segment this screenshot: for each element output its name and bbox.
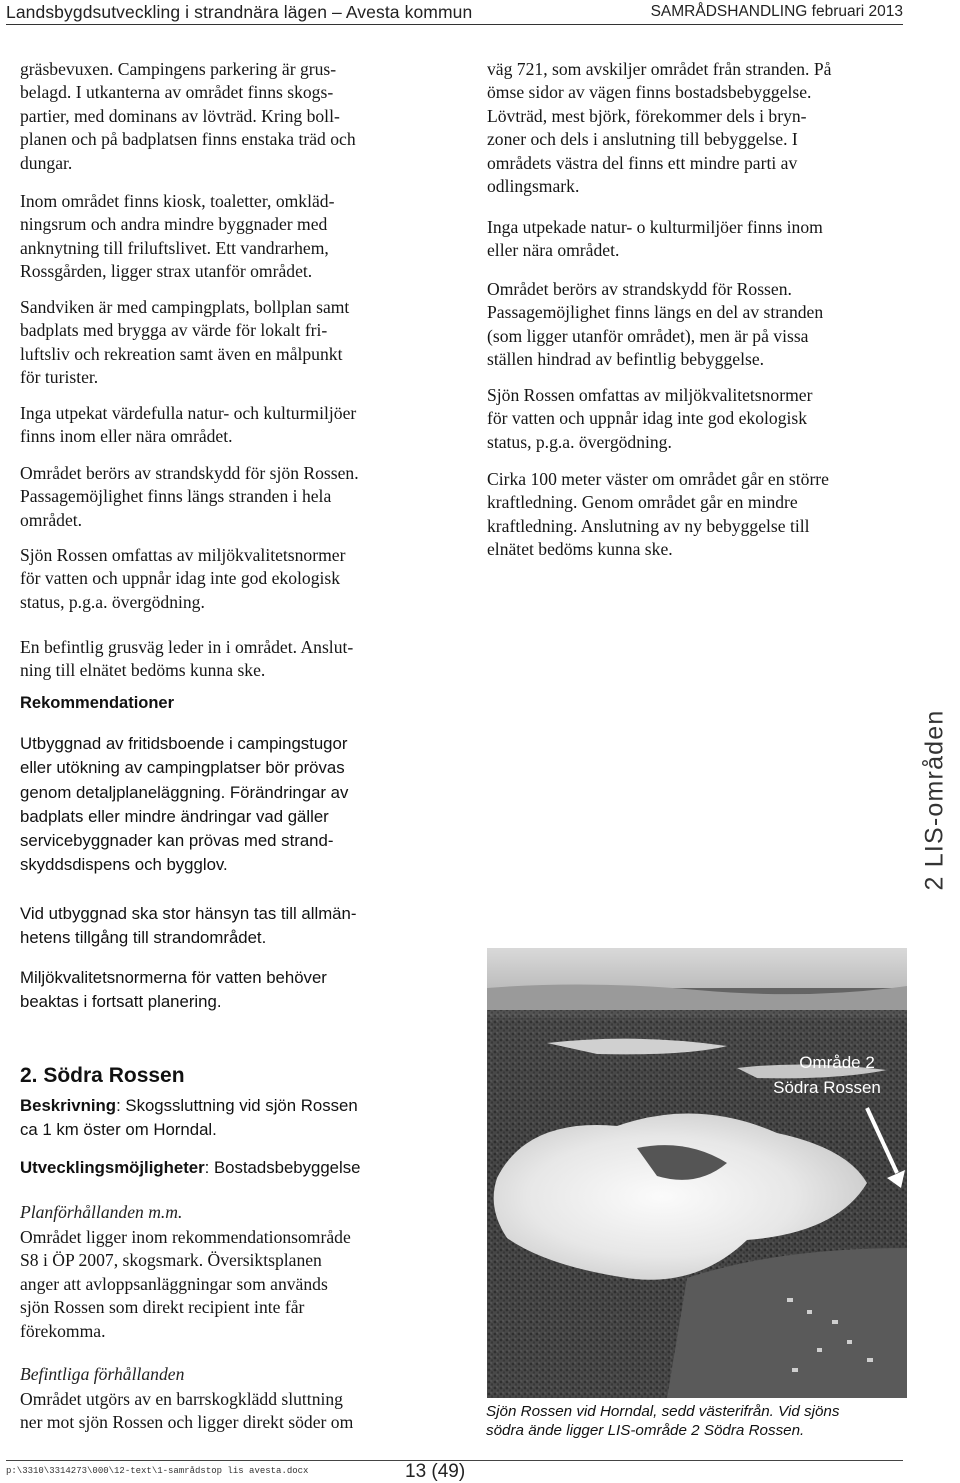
text-line: Lövträd, mest björk, förekommer dels i bryn- xyxy=(487,105,807,126)
development-label: Utvecklingsmöjligheter xyxy=(20,1158,205,1177)
text-line: området. xyxy=(20,509,83,530)
photo-label-line1: Område 2 xyxy=(799,1053,875,1072)
right-paragraph-3 xyxy=(487,278,900,372)
description-text: : Skogssluttning vid sjön Rossen xyxy=(116,1096,358,1115)
text-line: En befintlig grusväg leder in i området. Anslut- xyxy=(20,637,354,657)
photo-caption xyxy=(486,1402,916,1440)
existing-paragraph xyxy=(20,1388,415,1435)
development-line xyxy=(20,1156,460,1180)
text-line: badplats med brygga av värde för lokalt fri- xyxy=(20,320,328,341)
aerial-photo xyxy=(487,948,907,1398)
text-line: Rossgården, ligger strax utanför området. xyxy=(20,261,313,282)
text-line: luftsliv och rekreation samt även en målpunkt xyxy=(20,343,343,364)
right-paragraph-4 xyxy=(487,384,900,454)
description-label: Beskrivning xyxy=(20,1096,117,1115)
planning-paragraph xyxy=(20,1226,415,1343)
photo-label-line2: Södra Rossen xyxy=(773,1078,881,1097)
text-line: status, p.g.a. övergödning. xyxy=(20,591,205,612)
existing-heading: Befintliga förhållanden xyxy=(20,1364,185,1384)
right-paragraph-1 xyxy=(487,58,900,198)
text-line: dungar. xyxy=(20,152,73,173)
text-line: ning till elnätet bedöms kunna ske. xyxy=(20,660,266,681)
text-line: beaktas i fortsatt planering. xyxy=(20,992,222,1012)
left-paragraph-1 xyxy=(20,58,460,175)
header-rule xyxy=(6,24,903,25)
text-line: Passagemöjlighet finns längs en del av stranden xyxy=(487,302,824,323)
text-line: finns inom eller nära området. xyxy=(20,426,233,447)
text-line: ställen hindrad av befintlig bebyggelse. xyxy=(487,349,765,370)
left-paragraph-7 xyxy=(20,636,460,683)
text-line: Vid utbyggnad ska stor hänsyn tas till allmän- xyxy=(20,904,357,923)
header-left-title: Landsbygdsutveckling i strandnära lägen – Avesta kommun xyxy=(6,2,473,22)
text-line: sjön Rossen som direkt recipient inte får xyxy=(20,1297,305,1318)
left-paragraph-4 xyxy=(20,402,460,449)
text-line: hetens tillgång till strandområdet. xyxy=(20,928,267,948)
caption-line: Sjön Rossen vid Horndal, sedd västerifrån. Vid sjöns xyxy=(486,1403,840,1420)
text-line: kraftledning. Genom området går en mindre xyxy=(487,492,798,513)
text-line: S8 i ÖP 2007, skogsmark. Översiktsplanen xyxy=(20,1250,322,1271)
text-line: områdets västra del finns ett mindre parti av xyxy=(487,152,798,173)
text-line: ömse sidor av vägen finns bostadsbebyggelse. xyxy=(487,82,812,103)
text-line: eller nära området. xyxy=(487,240,620,261)
text-line: belagd. I utkanterna av området finns skogs- xyxy=(20,82,334,103)
text-line: kraftledning. Anslutning av ny bebyggelse till xyxy=(487,515,810,536)
text-line: Cirka 100 meter väster om området går en större xyxy=(487,469,829,489)
text-line: zoner och dels i anslutning till bebyggelse. I xyxy=(487,129,798,150)
text-line: Området ligger inom rekommendationsområde xyxy=(20,1227,351,1247)
text-line: ner mot sjön Rossen och ligger direkt söder om xyxy=(20,1412,354,1433)
recommendation-1 xyxy=(20,732,460,878)
text-line: anger att avloppsanläggningar som används xyxy=(20,1273,328,1294)
text-line: anknytning till friluftslivet. Ett vandrarhem, xyxy=(20,237,329,258)
recommendation-2 xyxy=(20,902,460,951)
left-paragraph-6 xyxy=(20,544,460,614)
recommendations-heading: Rekommendationer xyxy=(20,694,175,712)
text-line: förekomma. xyxy=(20,1320,106,1341)
text-line: genom detaljplaneläggning. Förändringar av xyxy=(20,782,349,802)
text-line: Området utgörs av en barrskogklädd sluttning xyxy=(20,1389,343,1409)
text-line: Sandviken är med campingplats, bollplan samt xyxy=(20,297,350,317)
text-line: Miljökvalitetsnormerna för vatten behöver xyxy=(20,968,327,987)
text-line: status, p.g.a. övergödning. xyxy=(487,431,672,452)
footer-file-path: p:\3310\3314273\000\12-text\1-samrådstop lis avesta.docx xyxy=(6,1466,309,1476)
text-line: elnätet bedöms kunna ske. xyxy=(487,539,673,560)
text-line: för turister. xyxy=(20,367,99,388)
left-paragraph-3 xyxy=(20,296,460,390)
description-text-2: ca 1 km öster om Horndal. xyxy=(20,1120,217,1140)
text-line: (som ligger utanför området), men är på vissa xyxy=(487,325,809,346)
development-text: : Bostadsbebyggelse xyxy=(204,1158,361,1177)
text-line: Passagemöjlighet finns längs stranden i hela xyxy=(20,486,332,507)
text-line: för vatten och uppnår idag inte god ekologisk xyxy=(20,568,341,589)
text-line: Området berörs av strandskydd för Rossen. xyxy=(487,279,792,299)
text-line: för vatten och uppnår idag inte god ekologisk xyxy=(487,408,808,429)
section-title: 2. Södra Rossen xyxy=(20,1064,185,1087)
caption-line: södra ände ligger LIS-område 2 Södra Rossen. xyxy=(486,1422,805,1439)
text-line: eller utökning av campingplatser bör prövas xyxy=(20,758,345,778)
side-section-title: 2 LIS-områden xyxy=(920,709,949,891)
text-line: Sjön Rossen omfattas av miljökvalitetsnormer xyxy=(20,545,346,565)
text-line: gräsbevuxen. Campingens parkering är grus- xyxy=(20,59,337,79)
right-paragraph-5 xyxy=(487,468,900,562)
text-line: Sjön Rossen omfattas av miljökvalitetsnormer xyxy=(487,385,813,405)
page-number: 13 (49) xyxy=(405,1461,466,1482)
left-paragraph-5 xyxy=(20,462,460,532)
text-line: Inga utpekat värdefulla natur- och kulturmiljöer xyxy=(20,403,357,423)
header-right-status: SAMRÅDSHANDLING februari 2013 xyxy=(650,3,903,20)
text-line: Inga utpekade natur- o kulturmiljöer finns inom xyxy=(487,217,823,237)
text-line: planen och på badplatsen finns enstaka träd och xyxy=(20,129,356,150)
text-line: odlingsmark. xyxy=(487,176,580,197)
text-line: Området berörs av strandskydd för sjön Rossen. xyxy=(20,463,359,483)
text-line: Utbyggnad av fritidsboende i campingstugor xyxy=(20,734,348,753)
text-line: servicebyggnader kan prövas med strand- xyxy=(20,831,334,851)
text-line: väg 721, som avskiljer området från stranden. På xyxy=(487,59,832,79)
text-line: partier, med dominans av lövträd. Kring boll- xyxy=(20,105,340,126)
section-description xyxy=(20,1094,460,1143)
text-line: skyddsdispens och bygglov. xyxy=(20,855,228,875)
right-paragraph-2 xyxy=(487,216,900,263)
planning-heading: Planförhållanden m.m. xyxy=(20,1202,183,1222)
text-line: badplats eller mindre ändringar vad gäller xyxy=(20,806,329,826)
text-line: ningsrum och andra mindre byggnader med xyxy=(20,214,328,235)
text-line: Inom området finns kiosk, toaletter, omkläd- xyxy=(20,191,335,211)
recommendation-3 xyxy=(20,966,460,1015)
left-paragraph-2 xyxy=(20,190,460,284)
